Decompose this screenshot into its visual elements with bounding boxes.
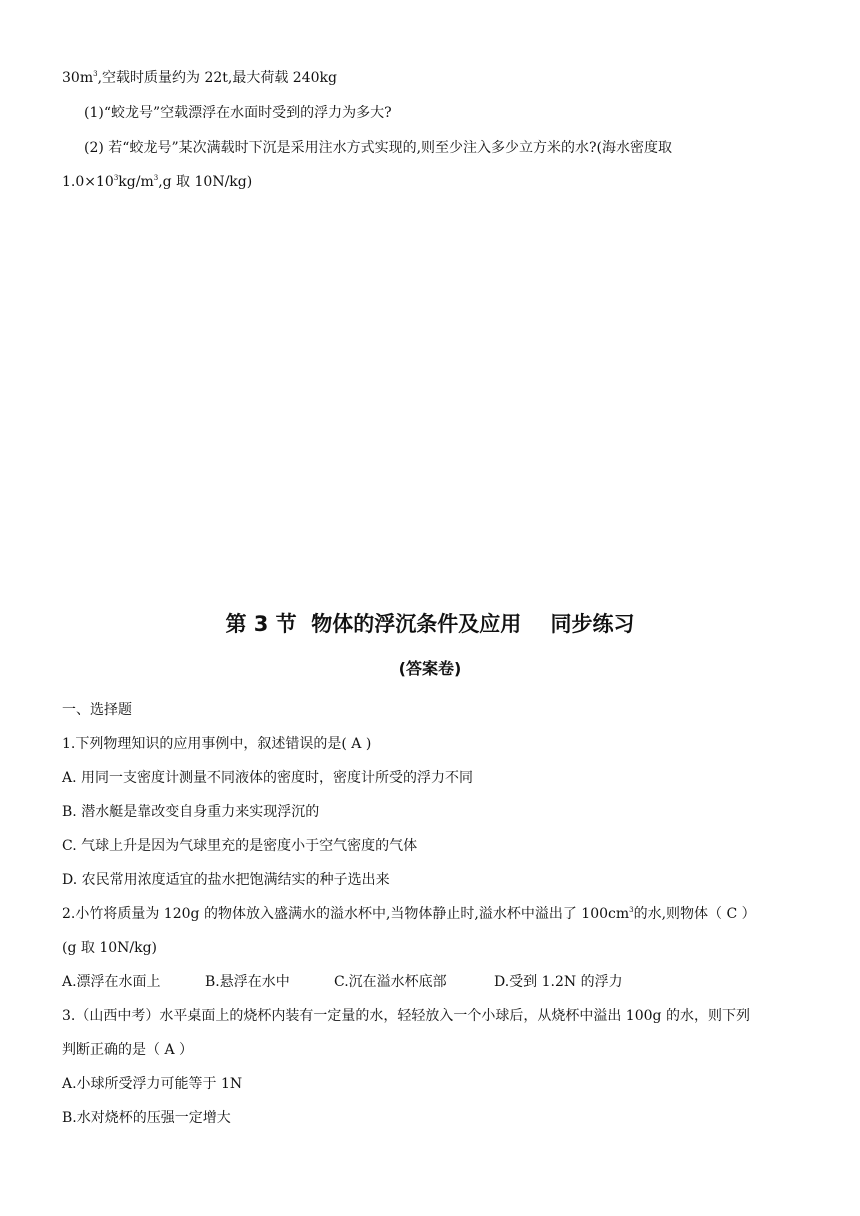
subquestion-2-continued: $1.0\times 10^3kg/m^3,g$ 取 10N/kg) [62, 174, 253, 190]
page-subtitle: (答案卷) [398, 659, 462, 678]
question-2-option-a: A.漂浮在水面上 [62, 974, 161, 990]
section-heading: 一、选择题 [62, 702, 132, 718]
question-2-option-d: D.受到 1.2N 的浮力 [494, 974, 623, 990]
question-3-option-b: B.水对烧杯的压强一定增大 [62, 1110, 231, 1126]
question-2-options [62, 972, 762, 992]
subquestion-1: (1)“蛟龙号”空载漂浮在水面时受到的浮力为多大? [84, 105, 392, 121]
page-title: 第 3 节 物体的浮沉条件及应用 同步练习 [225, 612, 635, 636]
subquestion-2: (2) 若“蛟龙号”某次满载时下沉是采用注水方式实现的,则至少注入多少立方米的水?(海水密度取 [84, 140, 673, 156]
question-3-option-a: A.小球所受浮力可能等于 1N [62, 1076, 243, 1092]
question-1-option-a: A. 用同一支密度计测量不同液体的密度时，密度计所受的浮力不同 [62, 770, 474, 786]
question-2-stem-continued: (g 取 10N/kg) [62, 940, 158, 956]
question-1-option-c: C. 气球上升是因为气球里充的是密度小于空气密度的气体 [62, 838, 418, 854]
question-3-stem-continued: 判断正确的是（ A ） [62, 1042, 194, 1058]
problem-context-line: $30m^3$,空载时质量约为 22t,最大荷载 240kg [62, 70, 337, 86]
question-1-option-b: B. 潜水艇是靠改变自身重力来实现浮沉的 [62, 804, 320, 820]
question-1-option-d: D. 农民常用浓度适宜的盐水把饱满结实的种子选出来 [62, 872, 390, 888]
question-2-stem: 2.小竹将质量为 120g 的物体放入盛满水的溢水杯中,当物体静止时,溢水杯中溢出了 $100cm^3$的水,则物体（ C ） [62, 906, 756, 922]
question-2-option-c: C.沉在溢水杯底部 [334, 974, 447, 990]
question-2-option-b: B.悬浮在水中 [205, 974, 290, 990]
question-1-stem: 1.下列物理知识的应用事例中，叙述错误的是( A ) [62, 736, 372, 752]
question-3-stem: 3.（山西中考）水平桌面上的烧杯内装有一定量的水，轻轻放入一个小球后，从烧杯中溢出 100g 的水，则下列 [62, 1008, 750, 1024]
